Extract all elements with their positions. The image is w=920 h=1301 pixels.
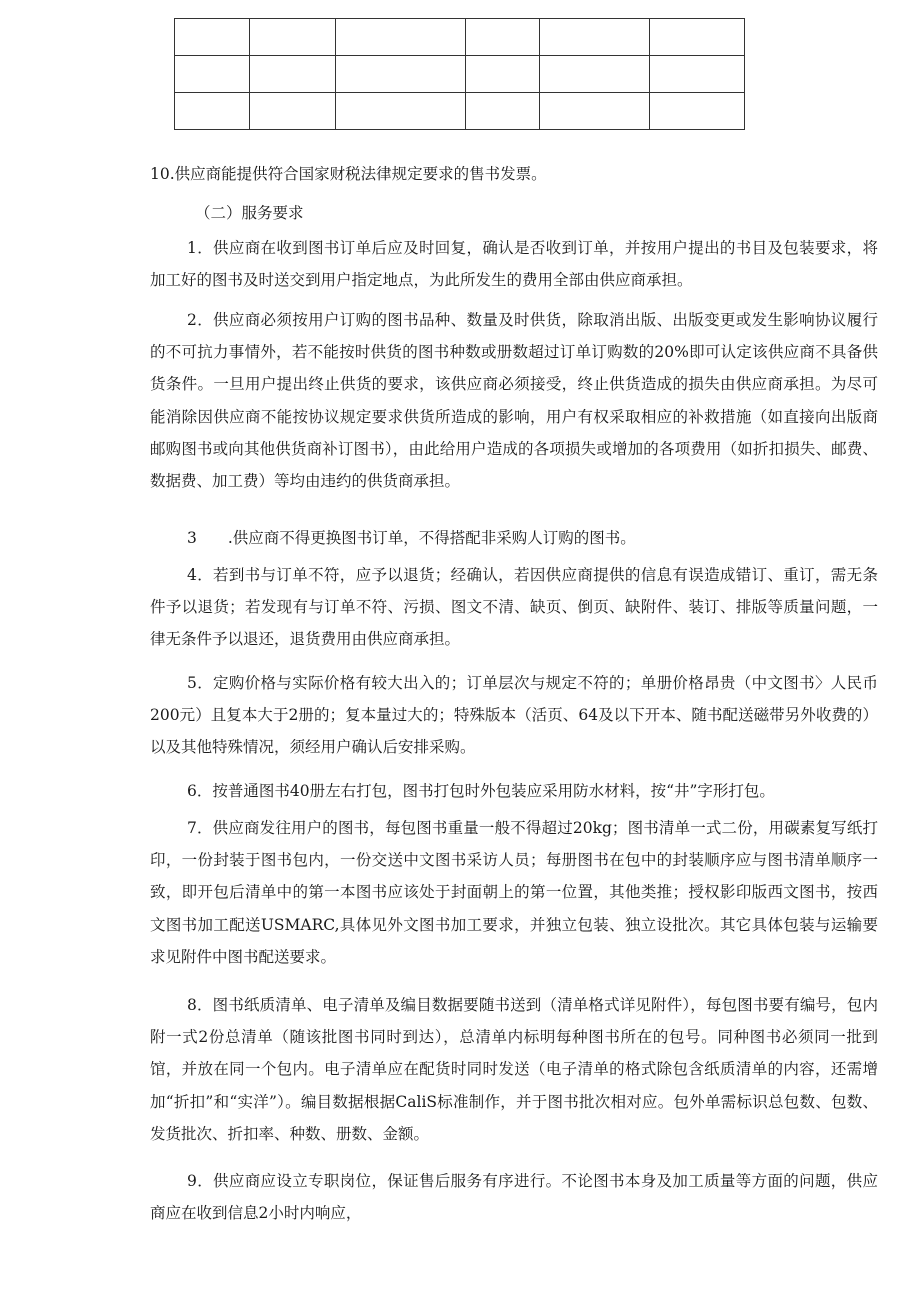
table-row (175, 19, 745, 56)
data-table (174, 18, 745, 130)
paragraph-9: 9．供应商应设立专职岗位，保证售后服务有序进行。不论图书本身及加工质量等方面的问题，供应商应在收到信息2小时内响应， (150, 1172, 878, 1223)
table-cell (650, 19, 745, 56)
table-cell (540, 56, 650, 93)
table-row (175, 93, 745, 130)
paragraph-3: 3 .供应商不得更换图书订单，不得搭配非采购人订购的图书。 (187, 529, 636, 547)
paragraph-4: 4．若到书与订单不符，应予以退货；经确认，若因供应商提供的信息有误造成错订、重订，需无条件予以退货；若发现有与订单不符、污损、图文不清、缺页、倒页、缺附件、装订、排版等质量问题，一律无条件予以退还，退货费用由供应商承担。 (150, 566, 878, 649)
paragraph-2: 2．供应商必须按用户订购的图书品种、数量及时供货，除取消出版、出版变更或发生影响协议履行的不可抗力事情外，若不能按时供货的图书种数或册数超过订单订购数的20%即可认定该供应商不具备供货条件。一旦用户提出终止供货的要求，该供应商必须接受，终止供货造成的损失由供应商承担。为尽可能消除因供应商不能按协议规定要求供货所造成的影响，用户有权采取相应的补救措施（如直接向出版商邮购图书或向其他供货商补订图书），由此给用户造成的各项损失或增加的各项费用（如折扣损失、邮费、数据费、加工费）等均由违约的供货商承担。 (150, 311, 878, 491)
item-10-text: 10.供应商能提供符合国家财税法律规定要求的售书发票。 (150, 165, 547, 183)
table-cell (466, 19, 540, 56)
table-cell (336, 56, 466, 93)
table-cell (466, 56, 540, 93)
section-heading: （二）服务要求 (195, 204, 304, 222)
table-cell (336, 93, 466, 130)
table-cell (650, 93, 745, 130)
table-cell (175, 56, 250, 93)
table-cell (540, 19, 650, 56)
table-cell (175, 19, 250, 56)
table-cell (250, 56, 336, 93)
table-row (175, 56, 745, 93)
table-cell (250, 19, 336, 56)
table-cell (466, 93, 540, 130)
table-cell (540, 93, 650, 130)
paragraph-8: 8．图书纸质清单、电子清单及编目数据要随书送到（清单格式详见附件），每包图书要有编号，包内附一式2份总清单（随该批图书同时到达），总清单内标明每种图书所在的包号。同种图书必须同一批到馆，并放在同一个包内。电子清单应在配货时同时发送（电子清单的格式除包含纸质清单的内容，还需增加“折扣”和“实洋”）。编目数据根据CaliS标准制作，并于图书批次相对应。包外单需标识总包数、包数、发货批次、折扣率、种数、册数、金额。 (150, 996, 878, 1143)
paragraph-7: 7．供应商发往用户的图书，每包图书重量一般不得超过20kg；图书清单一式二份，用碳素复写纸打印，一份封装于图书包内，一份交送中文图书采访人员；每册图书在包中的封装顺序应与图书清单顺序一致，即开包后清单中的第一本图书应该处于封面朝上的第一位置，其他类推；授权影印版西文图书，按西文图书加工配送USMARC,具体见外文图书加工要求，并独立包装、独立设批次。其它具体包装与运输要求见附件中图书配送要求。 (150, 819, 878, 966)
table-cell (175, 93, 250, 130)
paragraph-1: 1．供应商在收到图书订单后应及时回复，确认是否收到订单，并按用户提出的书目及包装要求，将加工好的图书及时送交到用户指定地点，为此所发生的费用全部由供应商承担。 (150, 239, 878, 290)
table-cell (336, 19, 466, 56)
paragraph-5: 5．定购价格与实际价格有较大出入的；订单层次与规定不符的；单册价格昂贵（中文图书〉人民币200元）且复本大于2册的；复本量过大的；特殊版本（活页、64及以下开本、随书配送磁带另外收费的）以及其他特殊情况，须经用户确认后安排采购。 (150, 674, 878, 757)
paragraph-6: 6．按普通图书40册左右打包，图书打包时外包装应采用防水材料，按“井”字形打包。 (187, 782, 775, 800)
table-cell (650, 56, 745, 93)
table-cell (250, 93, 336, 130)
